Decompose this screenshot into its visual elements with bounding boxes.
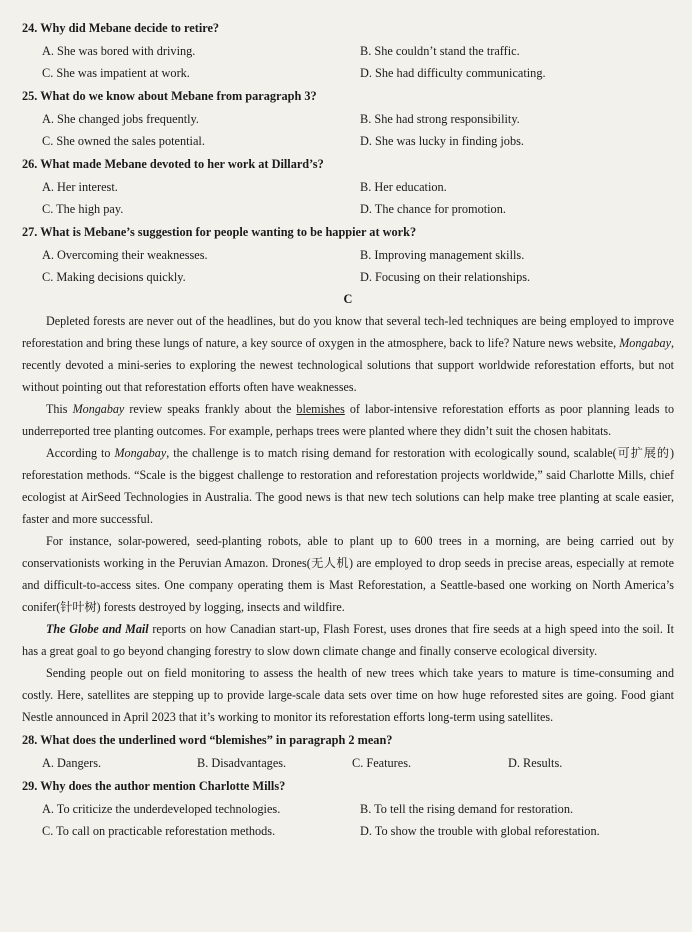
question-stem: 25. What do we know about Mebane from paragraph 3? [22, 89, 317, 103]
options-grid [22, 752, 674, 774]
paragraph-text: According to [46, 446, 115, 460]
question-stem: 24. Why did Mebane decide to retire? [22, 21, 220, 35]
passage-paragraph-1 [22, 310, 674, 398]
options-grid [22, 798, 674, 842]
option-c[interactable]: C. To call on practicable reforestation methods. [42, 824, 276, 838]
question-stem: 27. What is Mebane’s suggestion for people wanting to be happier at work? [22, 225, 417, 239]
option-b[interactable]: B. Disadvantages. [197, 756, 287, 770]
question-stem: 26. What made Mebane devoted to her work at Dillard’s? [22, 157, 324, 171]
question-29 [22, 774, 674, 842]
passage-paragraph-2 [22, 398, 674, 442]
option-c[interactable]: C. The high pay. [42, 202, 124, 216]
passage-paragraph-5 [22, 618, 674, 662]
option-d[interactable]: D. The chance for promotion. [360, 202, 506, 216]
options-grid [22, 244, 674, 288]
question-25 [22, 84, 674, 152]
option-b[interactable]: B. To tell the rising demand for restoration. [360, 802, 574, 816]
question-24 [22, 16, 674, 84]
question-27 [22, 220, 674, 288]
paragraph-text: review speaks frankly about the [124, 402, 297, 416]
option-d[interactable]: D. Results. [508, 756, 563, 770]
option-b[interactable]: B. She had strong responsibility. [360, 112, 520, 126]
question-28 [22, 728, 674, 774]
paragraph-text: reports on how Canadian start-up, Flash Forest, uses drones that fire seeds at a high speed into the soil. It has a great goal to go beyond changing forestry to slow down climate change and finally conserve ecological diversity. [22, 622, 674, 658]
options-grid [22, 176, 674, 220]
paragraph-text: of labor-intensive reforestation efforts as poor planning leads to underreported tree planting outcomes. For example, perhaps trees were planted where they didn’t suit the chosen habitats. [22, 402, 675, 438]
passage-paragraph-4: For instance, solar-powered, seed-planting robots, able to plant up to 600 trees in a morning, are being carried out by conservationists working in the Peruvian Amazon. Drones(无人机) are employed to drop seeds in precise areas, especially at remote and difficult-to-access sites. One company operating them is Mast Reforestation, a Seattle-based one working on North America’s conifer(针叶树) forests destroyed by logging, insects and wildfire. [22, 534, 674, 614]
option-a[interactable]: A. Her interest. [42, 180, 118, 194]
option-d[interactable]: D. She was lucky in finding jobs. [360, 134, 524, 148]
option-a[interactable]: A. She was bored with driving. [42, 44, 196, 58]
underlined-word: blemishes [296, 402, 345, 416]
option-b[interactable]: B. Her education. [360, 180, 447, 194]
paragraph-text: This [46, 402, 73, 416]
option-a[interactable]: A. She changed jobs frequently. [42, 112, 199, 126]
question-stem: 28. What does the underlined word “blemishes” in paragraph 2 mean? [22, 733, 393, 747]
paragraph-text: , recently devoted a mini-series to exploring the newest technological solutions that support worldwide reforestation efforts, but not without pointing out that reforestation efforts often have weaknesses. [22, 336, 674, 394]
publication-name: Mongabay [619, 336, 671, 350]
passage-paragraph-6: Sending people out on field monitoring to assess the health of new trees which take years to mature is time-consuming and costly. Here, satellites are stepping up to provide large-scale data sets over time on how huge reforested sites are going. Food giant Nestle announced in April 2023 that it’s working to monitor its reforestation efforts long-term using satellites. [22, 666, 674, 724]
option-d[interactable]: D. Focusing on their relationships. [360, 270, 531, 284]
option-a[interactable]: A. To criticize the underdeveloped technologies. [42, 802, 281, 816]
paragraph-text: , the challenge is to match rising demand for restoration with ecologically sound, scalable(可扩展的) reforestation methods. “Scale is the biggest challenge to restoration and reforestation projects worldwide,” said Charlotte Mills, chief ecologist at AirSeed Technologies in Australia. The good news is that new tech solutions can help make tree planting at scale easier, faster and more successful. [22, 446, 675, 526]
options-grid [22, 40, 674, 84]
publication-name: Mongabay [114, 446, 167, 460]
question-stem: 29. Why does the author mention Charlotte Mills? [22, 779, 286, 793]
passage-paragraph-3 [22, 442, 674, 530]
option-b[interactable]: B. She couldn’t stand the traffic. [360, 44, 520, 58]
publication-name: The Globe and Mail [46, 622, 149, 636]
publication-name: Mongabay [72, 402, 125, 416]
option-a[interactable]: A. Dangers. [42, 756, 102, 770]
paragraph-text: Depleted forests are never out of the headlines, but do you know that several tech-led techniques are being employed to improve reforestation and bring these lungs of nature, a key source of oxygen in the atmosphere, back to life? Nature news website, [22, 314, 674, 350]
question-26 [22, 152, 674, 220]
option-b[interactable]: B. Improving management skills. [360, 248, 525, 262]
options-grid [22, 108, 674, 152]
option-d[interactable]: D. She had difficulty communicating. [360, 66, 546, 80]
option-c[interactable]: C. Features. [352, 756, 412, 770]
section-heading: C [343, 292, 353, 306]
option-c[interactable]: C. She was impatient at work. [42, 66, 190, 80]
option-c[interactable]: C. She owned the sales potential. [42, 134, 205, 148]
option-a[interactable]: A. Overcoming their weaknesses. [42, 248, 208, 262]
option-c[interactable]: C. Making decisions quickly. [42, 270, 186, 284]
option-d[interactable]: D. To show the trouble with global reforestation. [360, 824, 600, 838]
